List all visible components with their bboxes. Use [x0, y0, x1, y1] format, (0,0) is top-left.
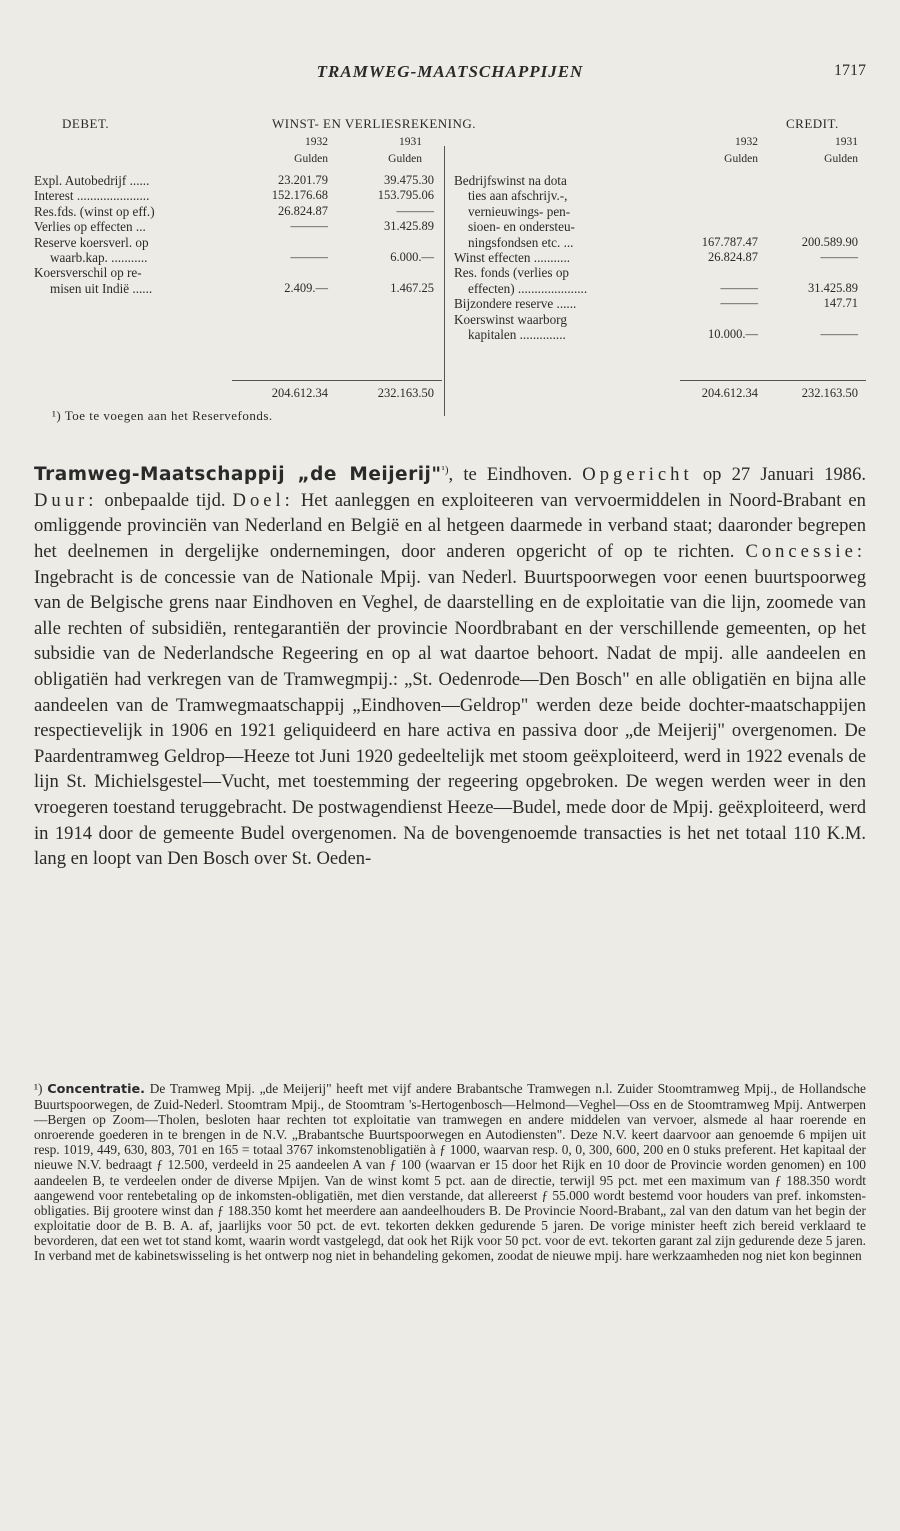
- debet-row-1932: 23.201.79: [278, 173, 328, 187]
- company-location: , te Eindhoven.: [448, 464, 573, 486]
- credit-row-label: Bijzondere reserve ......: [454, 296, 577, 312]
- opgericht-value: op 27 Januari 1986.: [692, 464, 867, 486]
- debet-row-label: Verlies op effecten ...: [34, 219, 146, 235]
- credit-total-rule: [680, 380, 866, 381]
- debet-row-label: Reserve koersverl. op: [34, 234, 149, 250]
- debet-year-1931: 1931: [399, 136, 422, 148]
- credit-row-1931: 200.589.90: [801, 234, 858, 249]
- credit-row-1931: 147.71: [823, 296, 858, 311]
- credit-row-label: sioen- en ondersteu-: [468, 219, 575, 235]
- credit-row-1931: 31.425.89: [808, 280, 858, 295]
- debet-currency-1931: Gulden: [388, 153, 422, 165]
- debet-label: DEBET.: [62, 116, 110, 131]
- credit-row-1932: 26.824.87: [708, 250, 758, 264]
- credit-year-1932: 1932: [735, 136, 758, 148]
- running-head: [34, 62, 866, 86]
- footnote-text: De Tramweg Mpij. „de Meijerij" heeft met vijf andere Brabantsche Tramwegen n.l. Zuider Stoomtramweg Mpij., de Hollandsche Buurtspoorwegen, de Zuid-Nederl. Stoomtram Mpij., de Stoomtram 's-Hertogenbosch—Helmond—Veghel—Oss en de Stoomtramweg Mpij. Antwerpen—Bergen op Zoom—Tholen, besloten haar rechten tot exploitatie van tramwegen en andere middelen van vervoer, alsmede al haar roerende en onroerende goederen in te brengen in de N.V. „Brabantsche Buurtspoorwegen en Autodiensten". Deze N.V. keert daarvoor aan genoemde 6 mpijen uit resp. 1019, 449, 630, 803, 701 en 165 = totaal 3767 inkomstenobligatiën à ƒ 1000, waarvan resp. 0, 0, 300, 600, 200 en 0 stuks preferent. Het kapitaal der nieuwe N.V. bedraagt ƒ 12.500, verdeeld in 25 aandeelen A van ƒ 100 (waarvan er 15 door het Rijk en 10 door de Provincie worden genomen) en 100 aandeelen B, te verdeelen onder de diverse Mpijen. Van de winst komt 5 pct. aan de directie, terwijl 95 pct. met een maximum van ƒ 188.350 wordt aangewend voor rentebetaling op de inkomsten-obligatiën, met dien verstande, dat allereerst ƒ 55.000 wordt bestemd voor houders van pref. inkomsten-obligaties. Bij grootere winst dan ƒ 188.350 komt het meerdere aan aandeelhouders B. De Provincie Noord-Brabant„ zal van den datum van het begin der exploitatie door de B. B. A. af, jaarlijks voor 50 pct. de evt. tekorten dekken gedurende 5 jaren. De vorige minister heeft zich bereid verklaard te bevorderen, dat een wet tot stand komt, waarin wordt vastgelegd, dat ook het Rijk voor 50 pct. voor de evt. tekorten garant zal zijn gedurende deze 5 jaren. In verband met de kabinetswisseling is het ontwerp nog niet in behandeling gekomen, zoodat de nieuwe mpij. hare werkzaamheden nog niet kon beginnen: [34, 1081, 866, 1264]
- credit-total-1932: 204.612.34: [701, 386, 758, 400]
- debet-total-1932: 204.612.34: [271, 386, 328, 400]
- credit-row-1932: 167.787.47: [701, 234, 758, 249]
- debet-row-1931: 1.467.25: [390, 280, 434, 295]
- article-body: [34, 458, 866, 872]
- debet-row-1931: 31.425.89: [384, 219, 434, 234]
- debet-row-1932: 2.409.—: [284, 280, 328, 295]
- credit-year-1931: 1931: [835, 136, 858, 148]
- credit-row-1932: ———: [720, 280, 758, 295]
- duur-value: onbepaalde tijd.: [97, 489, 233, 511]
- debet-total-rule: [232, 380, 442, 381]
- credit-row-label: Res. fonds (verlies op: [454, 265, 570, 281]
- credit-row-1931: ———: [820, 250, 858, 264]
- debet-total-1931: 232.163.50: [377, 386, 434, 400]
- debet-row-1931: 153.795.06: [377, 188, 434, 203]
- debet-row-1931: 6.000.—: [390, 250, 434, 264]
- credit-currency-1931: Gulden: [824, 153, 858, 165]
- debet-row-label: Res.fds. (winst op eff.): [34, 203, 155, 219]
- debet-row-label: Expl. Autobedrijf ......: [34, 173, 150, 188]
- credit-row-label: Bedrijfswinst na dota: [454, 173, 567, 188]
- credit-row-1932: ———: [720, 296, 758, 311]
- debet-row-label: Koersverschil op re-: [34, 265, 142, 281]
- debet-row-label: waarb.kap. ...........: [50, 250, 148, 265]
- credit-row-label: effecten) .....................: [468, 280, 588, 296]
- credit-total-1931: 232.163.50: [801, 386, 858, 400]
- credit-currency-1932: Gulden: [724, 153, 758, 165]
- column-divider: [444, 146, 445, 416]
- footnote-lead: Concentratie.: [47, 1082, 146, 1097]
- credit-row-label: Winst effecten ...........: [454, 250, 571, 265]
- company-name: Tramweg-Maatschappij „de Meijerij": [34, 464, 442, 486]
- debet-row-1932: 152.176.68: [271, 188, 328, 203]
- footnote: [34, 1081, 866, 1263]
- running-title: TRAMWEG-MAATSCHAPPIJEN: [316, 62, 584, 81]
- debet-currency-1932: Gulden: [294, 153, 328, 165]
- debet-row-label: misen uit Indië ......: [50, 280, 153, 296]
- doel-value: Het aanleggen en exploiteeren van vervoermiddelen in Noord-Brabant en omliggende provinciën van Nederland en België en al hetgeen daarmede in verband staat; daaronder begrepen het deelnemen in dergelijke ondernemingen, door anderen opgericht of op te richten.: [34, 489, 866, 562]
- credit-row-label: ningsfondsen etc. ...: [468, 234, 574, 250]
- concessie-label: Concessie:: [745, 540, 866, 562]
- profit-loss-account: [34, 116, 866, 426]
- doel-label: Doel:: [232, 489, 294, 511]
- opgericht-label: Opgericht: [582, 464, 693, 486]
- credit-row-label: vernieuwings- pen-: [468, 203, 571, 219]
- account-note: ¹) Toe te voegen aan het Reservefonds.: [52, 408, 273, 423]
- debet-row-1932: ———: [290, 250, 328, 264]
- page-number: 1717: [834, 62, 866, 79]
- duur-label: Duur:: [34, 489, 98, 511]
- credit-row-label: Koerswinst waarborg: [454, 311, 567, 327]
- debet-year-1932: 1932: [305, 136, 328, 148]
- debet-row-1931: ———: [396, 203, 434, 218]
- debet-row-1932: ———: [290, 219, 328, 234]
- credit-row-1931: ———: [820, 327, 858, 341]
- debet-row-label: Interest ......................: [34, 188, 150, 204]
- footnote-reference: ¹): [441, 464, 449, 476]
- footnote-mark: ¹): [34, 1081, 43, 1096]
- credit-label: CREDIT.: [786, 116, 839, 131]
- credit-row-label: kapitalen ..............: [468, 327, 566, 342]
- concessie-value: Ingebracht is de concessie van de Nationale Mpij. van Nederl. Buurtspoorwegen voor eenen buurtspoorweg van de Belgische grens naar Eindhoven en Veghel, de daarstelling en de exploitatie van die lijn, zoomede van alle rechten of subsidiën, rentegarantiën der provincie Noordbrabant en der verschillende gemeenten, op het subsidie van de Nederlandsche Regeering en op al wat daartoe behoort. Nadat de mpij. alle aandeelen en obligatiën had verkregen van de Tramwegmpij.: „St. Oedenrode—Den Bosch" en alle obligatiën en bijna alle aandeelen van de Tramwegmaatschappij „Eindhoven—Geldrop" werden deze beide dochter-maatschappijen respectievelijk in 1906 en 1921 geliquideerd en hare activa en passiva door „de Meijerij" overgenomen. De Paardentramweg Geldrop—Heeze tot Juni 1920 gedeeltelijk met stoom geëxploiteerd, werd in 1922 evenals de lijn St. Michielsgestel—Vucht, met toestemming der regeering opgebroken. De wegen werden weer in den vroegeren toestand teruggebracht. De postwagendienst Heeze—Budel, mede door de Mpij. geëxploiteerd, werd in 1914 door de gemeente Budel overgenomen. Na de bovengenoemde transacties is het net totaal 110 K.M. lang en loopt van Den Bosch over St. Oeden-: [34, 566, 866, 870]
- credit-row-label: ties aan afschrijv.-,: [468, 188, 568, 204]
- debet-row-1931: 39.475.30: [384, 173, 434, 187]
- account-title: WINST- EN VERLIESREKENING.: [272, 116, 477, 131]
- credit-row-1932: 10.000.—: [708, 327, 758, 341]
- debet-row-1932: 26.824.87: [278, 203, 328, 218]
